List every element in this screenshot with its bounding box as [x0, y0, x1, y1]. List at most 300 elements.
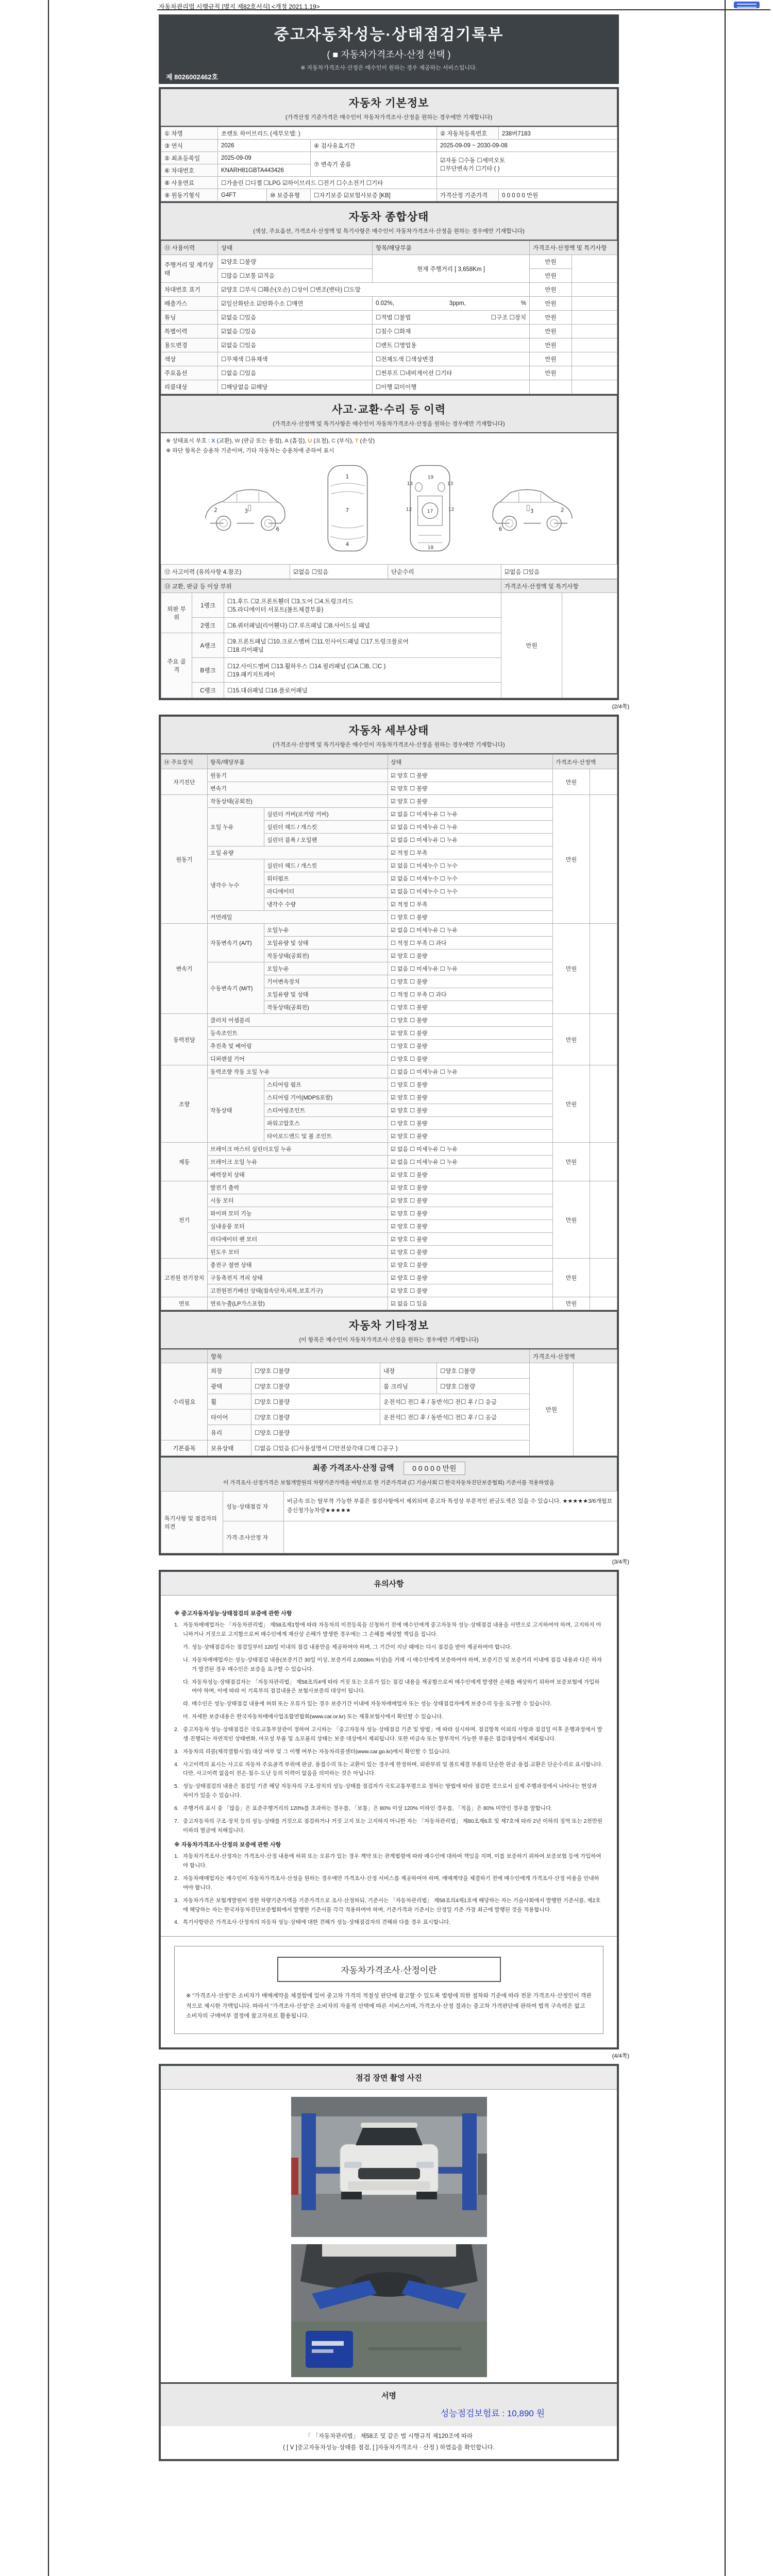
status-value: ☐ 없음 ☐ 미세누유 ☐ 누유	[388, 962, 553, 975]
notes-cell	[590, 1065, 617, 1143]
status-value: ☑ 없음 ☐ 미세누유 ☐ 누유	[388, 821, 553, 834]
item-label: 고전원전기배선 상태(접속단자,피복,보호기구)	[208, 1284, 388, 1297]
legend-code: X	[211, 438, 217, 444]
col-detail-status: 상태	[388, 755, 553, 769]
col-state: 상태	[218, 241, 373, 255]
vin-mark-status: ☑양호 ☐부식 ☐훼손(오손) ☐상이 ☐변조(변타) ☐도말	[218, 283, 530, 297]
notice-body	[161, 1596, 617, 1936]
sub-item-label: 냉각수 수량	[264, 898, 388, 911]
exterior-label: 외장	[208, 1363, 251, 1379]
notice-sub-item: 마. 자세한 보증내용은 한국자동차매매사업조합연합회(www.car.or.kr) 또는 제휴보험사에서 확인할 수 있습니다.	[183, 1714, 444, 1720]
options-price: 만원	[530, 366, 572, 380]
mileage-price2: 만원	[530, 269, 572, 283]
warranty-type-label: ⑩ 보증유형	[267, 189, 311, 201]
special-history-remarks	[572, 325, 617, 338]
col-price-remarks: 가격조사·산정액 및 특기사항	[530, 241, 617, 255]
recall-price	[530, 380, 572, 394]
page-subtitle: ( ■ 자동차가격조사·산정 선택 )	[327, 49, 451, 60]
item-label: 브레이크 마스터 실린더오일 누유	[208, 1143, 388, 1156]
status-value: ☐ 없음 ☐ 미세누유 ☐ 누유	[388, 1065, 553, 1078]
rankB-label: B랭크	[192, 658, 224, 683]
item-label: 오일 유량	[208, 846, 388, 859]
special-history-status: ☑없음 ☐있음	[218, 325, 373, 338]
legend-code: A	[284, 438, 290, 444]
fuel-empty-cell	[437, 177, 617, 189]
notes-cell	[590, 795, 617, 924]
notice-item: 1. 자동차가격조사·산정자는 가격조사·산정 내용에 허위 또는 오류가 있는 경우 계약 또는 관계법령에 따라 매수인에 대하여 책임을 지며, 이를 보증하기 위하여 보증보험 등에 가입하여야 합니다.	[174, 1853, 601, 1869]
emission-remarks	[572, 297, 617, 311]
rankC-parts: ☐15.대쉬패널 ☐16.플로어패널	[224, 683, 501, 698]
item-label: 실내송풍 모터	[208, 1220, 388, 1233]
detail-state-subtitle: (가격조사·산정액 및 특기사항은 매수인이 자동차가격조사·산정을 원하는 경우에만 기재합니다)	[273, 742, 505, 749]
reg-number-label: ② 자동차등록번호	[437, 127, 499, 140]
price-info-text: ※ "가격조사·산정"은 소비자가 매매계약을 체결함에 있어 중고차 가격의 적절성 판단에 참고할 수 있도록 법령에 의한 절차와 기준에 따라 전문 가격조사·산정인이 객관적으로 제시한 가액입니다. 따라서 "가격조사·산정"은 소비자의 자율적 선택에 따른 서비스이며, 가격조사·산정 결과는 중고차 가격판단에 관하여 법적 구속력은 없고 소비자의 구매여부 결정에 참고자료로 활용됩니다.	[186, 1993, 592, 2019]
notes-cell	[590, 924, 617, 1014]
car-bottom-diagram	[403, 461, 457, 556]
inspector-opinion: 비금속 또는 탈부착 가능한 부품은 점검사항에서 제외되며 중고차 특성상 부분적인 판금도색은 있을 수 있습니다. ★★★★★3/6개월보증신청가능차량★★★★★	[284, 1492, 617, 1521]
car-side-left-diagram	[197, 470, 292, 547]
status-value: ☑ 양호 ☐ 불량	[388, 769, 553, 782]
fuel-label: ⑧ 사용연료	[161, 177, 218, 189]
usage-change-label: 용도변경	[161, 338, 218, 352]
sub-item-label: 기어변속장치	[264, 975, 388, 988]
tire-status: ☐양호 ☐불량	[251, 1410, 380, 1425]
etc-col-blank	[161, 1350, 208, 1363]
status-value: ☑ 양호 ☐ 불량	[388, 1259, 553, 1272]
color-price: 만원	[530, 352, 572, 366]
rankA-parts-line1: ☐9.프론트패널 ☐10.크로스멤버 ☐11.인사이드패널 ☐17.트렁크플로어	[227, 638, 409, 645]
reg-number-value: 238버7183	[499, 127, 617, 140]
first-reg-date-label: ⑤ 최초등록일	[161, 152, 218, 164]
notice-sub-item: 가. 성능·상태점검자는 점검일부터 120일 이내의 점검 내용만을 제공하여야 하며, 그 기간이 지난 때에는 다시 점검을 받아 제공하여야 합니다.	[183, 1644, 512, 1651]
item-label: 윈도우 모터	[208, 1246, 388, 1259]
device-label: 변속기	[161, 924, 208, 1014]
signature-box	[161, 2382, 617, 2426]
price-cell: 만원	[553, 1181, 590, 1259]
price-cell: 만원	[553, 1014, 590, 1065]
glass-status: ☐양호 ☐불량	[251, 1425, 530, 1440]
basic-info-header	[161, 89, 617, 127]
accident-summary-row	[161, 564, 617, 579]
status-value: ☑ 양호 ☐ 불량	[388, 1246, 553, 1259]
col-detail-price: 가격조사·산정액	[553, 755, 617, 769]
sub-item-label: 오일누유	[264, 924, 388, 937]
rank1-parts-line1: ☐1.후드 ☐2.프론트휀더 ☐3.도어 ☐4.트렁크리드	[227, 598, 354, 605]
emission-smoke: %	[520, 300, 526, 307]
usage-change-price: 만원	[530, 338, 572, 352]
svg-text:6: 6	[276, 527, 280, 533]
price-info-box	[174, 1946, 603, 2034]
device-label: 조향	[161, 1065, 208, 1143]
notice-item: 3. 자동차가격은 보험개발원이 정한 차량기준가액을 기준가격으로 조사·산정하되, 기준서는 「자동차관리법」 제58조의4제1호에 해당하는 자는 기술사회에서 발행한 기준서를, 제2호에 해당하는 자는 한국자동차진단보증협회에서 발행한 기준서를 각각 적용하여야 하며, 기준가격과 기준서는 산정일 기준 가장 최근에 발행된 것을 적용합니다.	[174, 1897, 601, 1913]
emission-values	[376, 300, 526, 307]
document	[159, 0, 629, 2461]
top-right-badge[interactable]	[734, 2, 760, 8]
transmission-line1: ☑자동 ☐수동 ☐세미오토	[440, 157, 506, 164]
tire-positions: 운전석☐ 전☐ 후 / 동반석☐ 전☐ 후 / ☐ 응급	[380, 1410, 530, 1425]
tuning-legal: ☐적법 ☐불법	[376, 315, 411, 321]
sub-item-label: 실린더 블록 / 오일팬	[264, 834, 388, 846]
sub-item-label: 작동상태(공회전)	[264, 950, 388, 962]
notes-cell	[590, 1181, 617, 1259]
svg-text:4: 4	[345, 541, 349, 548]
item-label: 발전기 출력	[208, 1181, 388, 1194]
status-value: ☐ 적정 ☐ 부족 ☐ 과다	[388, 937, 553, 950]
engine-type-value: G4FT	[218, 189, 267, 201]
status-value: ☐ 양호 ☐ 불량	[388, 1040, 553, 1053]
sub-item-label: 실린더 헤드 / 개스킷	[264, 821, 388, 834]
final-price-box	[161, 1456, 617, 1491]
final-price-note: 이 가격조사·산정가격은 보험개발원의 차량기준가액을 바탕으로 한 기준가격과 (☐ 기술사회 ☐ 한국자동차진단보증협회) 기준서를 적용하였음	[223, 1480, 554, 1486]
overall-state-header	[161, 201, 617, 241]
car-name-label: ① 차명	[161, 127, 218, 140]
tuning-status: ☑없음 ☐있음	[218, 311, 373, 325]
inspection-photo-underside	[291, 2244, 487, 2377]
device-label: 제동	[161, 1143, 208, 1181]
color-label: 색상	[161, 352, 218, 366]
car-name-value: 쏘렌토 하이브리드 (세부모델: )	[218, 127, 437, 140]
inspection-period-label: ④ 검사유효기간	[311, 140, 437, 152]
first-reg-date-value: 2025-09-09	[218, 152, 311, 164]
special-history-detail: ☐침수 ☐화재	[373, 325, 530, 338]
model-year-value: 2026	[218, 140, 311, 152]
overall-state-title: 자동차 종합상태	[348, 211, 429, 223]
vin-mark-label: 차대번호 표기	[161, 283, 218, 297]
status-value: ☑ 양호 ☐ 불량	[388, 1168, 553, 1181]
status-value: ☑ 양호 ☐ 불량	[388, 1220, 553, 1233]
final-price-label: 최종 가격조사·산정 금액	[312, 1464, 394, 1473]
device-label: 전기	[161, 1181, 208, 1259]
state-code-legend	[161, 433, 617, 457]
page-left-border	[48, 0, 49, 2576]
engine-type-label: ⑨ 원동기형식	[161, 189, 218, 201]
price-cell: 만원	[553, 924, 590, 1014]
car-side-right-diagram	[485, 470, 581, 547]
notice-title: 유의사항	[161, 1572, 617, 1596]
status-value: ☑ 없음 ☐ 미세누수 ☐ 누수	[388, 885, 553, 898]
status-value: ☑ 없음 ☐ 미세누유 ☐ 누유	[388, 808, 553, 821]
notice-sub-item: 라. 매수인은 성능·상태점검 내용에 허위 또는 오류가 있는 경우 보증기간 이내에 자동차매매업자 또는 성능·상태점검자에게 보증수리 등을 요구할 수 있습니다.	[183, 1701, 552, 1707]
page-note: ※ 자동차가격조사·산정은 매수인이 원하는 경우 제공하는 서비스입니다.	[300, 65, 477, 71]
item-label: 시동 모터	[208, 1194, 388, 1207]
rankB-parts-line2: ☐19.패키지트레이	[227, 671, 275, 678]
col-main-device: ⑭ 주요장치	[161, 755, 208, 769]
price-cell: 만원	[553, 769, 590, 795]
price-cell: 만원	[553, 1259, 590, 1297]
sub-item-label: 스티어링조인트	[264, 1104, 388, 1117]
status-value: ☑ 양호 ☐ 불량	[388, 1207, 553, 1220]
car-top-diagram	[321, 461, 375, 556]
item-label: 충전구 절연 상태	[208, 1259, 388, 1272]
rank2-label: 2랭크	[192, 618, 224, 633]
sub-item-label: 오일유량 및 상태	[264, 988, 388, 1001]
status-value: ☑ 양호 ☐ 불량	[388, 1130, 553, 1143]
device-label: 연료	[161, 1297, 208, 1310]
sub-item-label: 스티어링 기어(MDPS포함)	[264, 1091, 388, 1104]
basic-items-label: 기본품목	[161, 1440, 208, 1456]
glass-label: 유리	[208, 1425, 251, 1440]
etc-price: 만원	[530, 1363, 574, 1456]
detail-state-title: 자동차 세부상태	[348, 725, 429, 737]
tuning-price: 만원	[530, 311, 572, 325]
status-value: ☐ 양호 ☐ 불량	[388, 975, 553, 988]
vin-mark-remarks	[572, 283, 617, 297]
sub-item-label: 오일누유	[264, 962, 388, 975]
status-value: ☐ 양호 ☐ 불량	[388, 1117, 553, 1130]
polish-status: ☐양호 ☐불량	[251, 1379, 380, 1394]
status-value: ☑ 없음 ☐ 미세누수 ☐ 누수	[388, 859, 553, 872]
notice-section-heading: ※ 중고자동차성능·상태점검의 보증에 관한 사항	[174, 1611, 292, 1617]
notice-item: 2. 중고자동차 성능·상태점검은 국토교통부장관이 정하여 고시하는 「중고자동차 성능·상태점검 기준 및 방법」에 따라 실시하며, 점검항목 이외의 사항과 점검일 이후 운행과정에서 발생·진행되는 자연적인 상태변화, 마모성 부품 및 소모품의 상태는 보증 대상에서 제외됩니다. 또한 비금속 또는 탈부착이 가능한 부품은 점검대상에서 제외됩니다.	[174, 1726, 602, 1742]
item-label: 배력장치 상태	[208, 1168, 388, 1181]
legend-desc: (흠집),	[290, 438, 308, 444]
recall-detail: ☐이행 ☑미이행	[373, 380, 530, 394]
rank-table-header: ⑬ 교환, 판금 등 이상 부위	[161, 580, 501, 593]
page-marker-2: (2/4쪽)	[612, 704, 629, 710]
tire-label: 타이어	[208, 1410, 251, 1425]
status-value: ☑ 양호 ☐ 불량	[388, 950, 553, 962]
legend-label: ※ 상태표시 부호 :	[166, 438, 212, 444]
status-value: ☑ 없음 ☐ 미세누유 ☐ 누유	[388, 1143, 553, 1156]
status-value: ☑ 양호 ☐ 불량	[388, 1181, 553, 1194]
status-value: ☑ 양호 ☐ 불량	[388, 1284, 553, 1297]
legend-code: W	[234, 438, 242, 444]
simple-repair-label: 단순수리	[388, 565, 501, 579]
svg-text:12: 12	[448, 507, 455, 513]
notice-item: 4. 사고이력의 표시는 사고로 자동차 주요골격 부위에 판금, 용접수리 또는 교환이 있는 경우에 한정하며, 외판부위 및 볼트체결 부품의 단순한 판금·용접·교환은 단순수리로 표시합니다. 다만, 사고이력 없음이 전손·침수·도난 등의 이력이 없음을 의미하는 것은 아닙니다.	[174, 1761, 603, 1777]
options-remarks	[572, 366, 617, 380]
rankA-parts	[224, 633, 501, 658]
usage-change-remarks	[572, 338, 617, 352]
legend-desc: (교환),	[216, 438, 235, 444]
warranty-type-checkboxes: ☐자기보증 ☑보험사보증 [KB]	[311, 189, 437, 201]
detail-state-table	[161, 754, 617, 1310]
tuning-detail	[376, 313, 526, 321]
col-detail-item: 항목/해당부품	[208, 755, 388, 769]
rank2-parts: ☐6.쿼터패널(리어휀다) ☐7.루프패널 ☐8.사이드실 패널	[224, 618, 501, 633]
basic-info-title: 자동차 기본정보	[348, 97, 429, 109]
notes-cell	[590, 1143, 617, 1181]
legend-code: T	[355, 438, 360, 444]
base-price-label: 가격산정 기준가격	[437, 189, 499, 201]
item-label: 추진축 및 베어링	[208, 1040, 388, 1053]
rank1-parts	[224, 593, 501, 618]
legend-note: ※ 하단 항목은 승용차 기준이며, 기타 자동차는 승용차에 준하여 표시	[166, 447, 334, 454]
rankA-label: A랭크	[192, 633, 224, 658]
item-label: 연료누출(LP가스포함)	[208, 1297, 388, 1310]
etc-info-title: 자동차 기타정보	[348, 1320, 429, 1332]
options-detail: ☐썬루프 ☐네비게이션 ☐기타	[373, 366, 530, 380]
overall-state-subtitle: (색상, 주요옵션, 가격조사·산정액 및 특기사항은 매수인이 자동차가격조사·산정을 원하는 경우에만 기재합니다)	[253, 228, 525, 234]
emission-label: 배출가스	[161, 297, 218, 311]
inspection-photo-front	[291, 2097, 487, 2237]
emission-status: ☑일산화탄소 ☑탄화수소 ☐매연	[218, 297, 373, 311]
signature-title: 서명	[381, 2392, 396, 2401]
simple-repair-status: ☑없음 ☐있음	[501, 565, 617, 579]
svg-text:6: 6	[498, 527, 502, 533]
etc-info-subtitle: (이 항목은 매수인이 자동차가격조사·산정을 원하는 경우에만 기재합니다)	[299, 1337, 479, 1344]
notice-sub-item: 다. 자동차성능·상태점검자는 「자동차관리법」 제58조의4에 따라 거짓 또는 오류가 있는 점검 내용을 제공함으로써 매수인에게 발생한 손해를 배상하기 위하여 보증보험에 가입하여야 하며, 이에 따라 이 기록부의 점검내용은 보험사보증의 대상이 됩니다.	[183, 1679, 600, 1694]
page-title: 중고자동차성능·상태점검기록부	[274, 26, 504, 43]
notice-item: 5. 성능·상태점검의 내용은 점검일 기준 해당 자동차의 구조·장치의 성능·상태를 점검자가 국토교통부령으로 정하는 방법에 따라 점검한 것으로서 실제 주행과정에서 나타나는 현상과 차이가 있을 수 있습니다.	[174, 1783, 597, 1799]
recall-label: 리콜대상	[161, 380, 218, 394]
etc-info-table	[161, 1349, 617, 1456]
status-value: ☑ 양호 ☐ 불량	[388, 782, 553, 795]
regulation-reference: 자동차관리법 시행규칙 [별지 제82호서식] <개정 2021.1.19>	[159, 3, 320, 10]
final-price-amount: 0 0 0 0 0 만원	[404, 1462, 465, 1475]
svg-text:13: 13	[407, 482, 413, 487]
status-value: ☑ 없음 ☐ 있음	[388, 1297, 553, 1310]
rank1-parts-line2: ☐5.라디에이터 서포트(볼트체결부품)	[227, 606, 324, 613]
sub-item-label: 실린더 헤드 / 개스킷	[264, 859, 388, 872]
svg-text:12: 12	[406, 507, 412, 513]
current-mileage: 현재 주행거리 [ 3,658Km ]	[373, 255, 530, 283]
svg-text:3: 3	[244, 509, 248, 515]
section-detail-etc	[159, 715, 619, 1555]
mileage-price: 만원	[530, 255, 572, 269]
item-label: 냉각수 누수	[208, 859, 264, 911]
svg-text:2: 2	[214, 507, 217, 514]
section-basic-overall-accident	[159, 87, 619, 700]
price-cell: 만원	[553, 795, 590, 924]
status-value: ☐ 양호 ☐ 불량	[388, 1014, 553, 1027]
legend-codes	[166, 436, 612, 446]
status-value: ☑ 양호 ☐ 불량	[388, 1194, 553, 1207]
status-value: ☑ 없음 ☐ 미세누유 ☐ 누유	[388, 924, 553, 937]
status-value: ☑ 양호 ☐ 불량	[388, 1091, 553, 1104]
detail-state-header	[161, 717, 617, 754]
status-value: ☐ 양호 ☐ 불량	[388, 911, 553, 924]
confirmation-line1: 「 「자동차관리법」 제58조 및 같은 법 시행규칙 제120조에 따라	[305, 2433, 473, 2440]
item-label: 작동상태(공회전)	[208, 795, 388, 808]
col-usage-history: ⑪ 사용이력	[161, 241, 218, 255]
accident-history-status: ☑없음 ☐있음	[290, 565, 388, 579]
special-history-price: 만원	[530, 325, 572, 338]
accident-history-label: ⑫ 사고이력 (유의사항 4.참조)	[161, 565, 290, 579]
status-value: ☐ 양호 ☐ 불량	[388, 1001, 553, 1014]
status-value: ☑ 양호 ☐ 불량	[388, 1027, 553, 1040]
status-value: ☐ 양호 ☐ 불량	[388, 1053, 553, 1065]
remarks-label: 특기사항 및 점검자의 의견	[161, 1492, 223, 1553]
etc-remarks	[574, 1363, 617, 1456]
device-label: 원동기	[161, 795, 208, 924]
confirmation-line2: ( [ V ]중고자동차성능·상태를 점검, [ ]자동차가격조사 · 산정 ) 하였음을 확인합니다.	[283, 2444, 495, 2451]
wheel-status: ☐양호 ☐불량	[251, 1394, 380, 1410]
color-remarks	[572, 352, 617, 366]
notes-cell	[590, 1297, 617, 1310]
mileage-amount-status: ☐많음 ☐보통 ☑적음	[218, 269, 373, 283]
wheel-positions: 운전석☐ 전☐ 후 / 동반석☐ 전☐ 후 / ☐ 응급	[380, 1394, 530, 1410]
notice-item: 1. 자동차매매업자는 「자동차관리법」 제58조제1항에 따라 자동차의 이전등록을 신청하기 전에 매수인에게 중고자동차 성능·상태점검 내용을 서면으로 고지하여야 하며, 고지하지 아니하거나 거짓으로 고지함으로써 매수인에게 재산상 손해가 발생한 경우에는 그 손해를 배상할 책임을 집니다.	[174, 1622, 601, 1638]
status-value: ☑ 양호 ☐ 불량	[388, 1233, 553, 1246]
status-value: ☑ 없음 ☐ 미세누유 ☐ 누유	[388, 1156, 553, 1168]
sub-item-label: 실린더 커버(로커암 커버)	[264, 808, 388, 821]
rank-price: 만원	[501, 593, 562, 698]
inspection-insurance-fee: 성능점검보험료 : 10,890 원	[440, 2409, 545, 2419]
legend-code: C	[331, 438, 338, 444]
special-history-label: 특별이력	[161, 325, 218, 338]
emission-price: 만원	[530, 297, 572, 311]
rankA-parts-line2: ☐18.리어패널	[227, 647, 264, 653]
mileage-label: 주행거리 및 계기상태	[161, 255, 218, 283]
sub-item-label: 오일유량 및 상태	[264, 937, 388, 950]
inspector-label: 성능·상태점검 자	[223, 1492, 284, 1521]
repair-needed-label: 수리필요	[161, 1363, 208, 1440]
item-label: 와이퍼 모터 기능	[208, 1207, 388, 1220]
etc-col-price: 가격조사·산정액	[530, 1350, 617, 1363]
color-status: ☐무채색 ☐유채색	[218, 352, 373, 366]
legend-code: U	[308, 438, 314, 444]
notice-item: 7. 중고자동차의 구조·장치 등의 성능·상태를 거짓으로 점검하거나 거짓 고지 또는 고지하지 아니한 자는 「자동차관리법」 제80조제6호 및 제7호에 따라 2년 이하의 징역 또는 2천만원 이하의 벌금에 처해집니다.	[174, 1818, 603, 1834]
recall-status: ☐해당없음 ☑해당	[218, 380, 373, 394]
item-label: 디퍼렌셜 기어	[208, 1053, 388, 1065]
svg-text:1: 1	[345, 473, 349, 480]
svg-text:19: 19	[427, 475, 434, 481]
device-label: 동력전달	[161, 1014, 208, 1065]
usage-change-status: ☑없음 ☐있음	[218, 338, 373, 352]
etc-info-header	[161, 1310, 617, 1349]
basic-info-subtitle: (가격산정 기준가격은 매수인이 자동차가격조사·산정을 원하는 경우에만 기재합니다)	[285, 114, 493, 121]
item-label: 오일 누유	[208, 808, 264, 846]
svg-text:17: 17	[427, 509, 433, 515]
document-header	[159, 14, 619, 84]
status-value: ☑ 적정 ☐ 부족	[388, 846, 553, 859]
remarks-table	[161, 1491, 617, 1553]
legend-desc: (손상)	[360, 438, 375, 444]
col-item-part: 항목/해당부품	[373, 241, 530, 255]
sub-item-label: 작동상태(공회전)	[264, 1001, 388, 1014]
svg-text:7: 7	[345, 507, 349, 514]
transmission-label: ⑦ 변속기 종류	[311, 152, 437, 177]
exterior-status: ☐양호 ☐불량	[251, 1363, 380, 1379]
page-marker-4: (4/4쪽)	[612, 2053, 629, 2060]
accident-history-header	[161, 394, 617, 433]
notice-section-heading: ※ 자동차가격조사·산정의 보증에 관한 사항	[174, 1842, 281, 1849]
svg-text:3: 3	[530, 509, 534, 515]
rank1-label: 1랭크	[192, 593, 224, 618]
etc-col-item: 항목	[208, 1350, 530, 1363]
item-label: 라디에이터 팬 모터	[208, 1233, 388, 1246]
item-label: 동력조향 작동 오일 누유	[208, 1065, 388, 1078]
accident-history-title: 사고·교환·수리 등 이력	[331, 404, 446, 416]
base-price-value: 0 0 0 0 0 만원	[499, 189, 617, 201]
color-detail: ☐전체도색 ☐색상변경	[373, 352, 530, 366]
notes-cell	[590, 769, 617, 795]
item-label: 커먼레일	[208, 911, 388, 924]
status-value: ☑ 양호 ☐ 불량	[388, 1104, 553, 1117]
outer-panel-label: 외판 부위	[161, 593, 192, 633]
price-cell: 만원	[553, 1065, 590, 1143]
polish-label: 광택	[208, 1379, 251, 1394]
options-label: 주요옵션	[161, 366, 218, 380]
room-cleaning-status: ☐양호 ☐불량	[437, 1379, 530, 1394]
notice-sub-item: 나. 자동차매매업자는 성능·상태점검 내용(보증기간 30일 이상, 보증거리 2,000km 이상)을 거래 시 매수인에게 보증하여야 하며, 보증기간 및 보증거리 이내에 점검 내용과 다른 하자가 발견된 경우 매수인은 보증을 요구할 수 있습니다.	[183, 1656, 602, 1672]
model-year-label: ③ 연식	[161, 140, 218, 152]
mileage-remarks	[572, 255, 617, 283]
page-right-border	[725, 0, 726, 2576]
overall-state-table	[161, 241, 617, 394]
notice-item: 2. 자동차매매업자는 매수인이 자동차가격조사·산정을 원하는 경우에만 가격조사·산정 서비스를 제공하여야 하며, 매매계약을 체결하기 전에 매수인에게 가격조사·산정 비용을 안내하여야 합니다.	[174, 1875, 599, 1891]
recall-remarks	[572, 380, 617, 394]
item-label: 수동변속기 (M/T)	[208, 962, 264, 1014]
section-photos-sign	[159, 2064, 619, 2461]
status-value: ☑ 적정 ☐ 부족	[388, 898, 553, 911]
exchange-panel-table	[161, 579, 617, 698]
options-status: ☐없음 ☐있음	[218, 366, 373, 380]
basic-info-table	[161, 127, 617, 201]
legend-desc: (부식),	[337, 438, 355, 444]
rankC-label: C랭크	[192, 683, 224, 698]
